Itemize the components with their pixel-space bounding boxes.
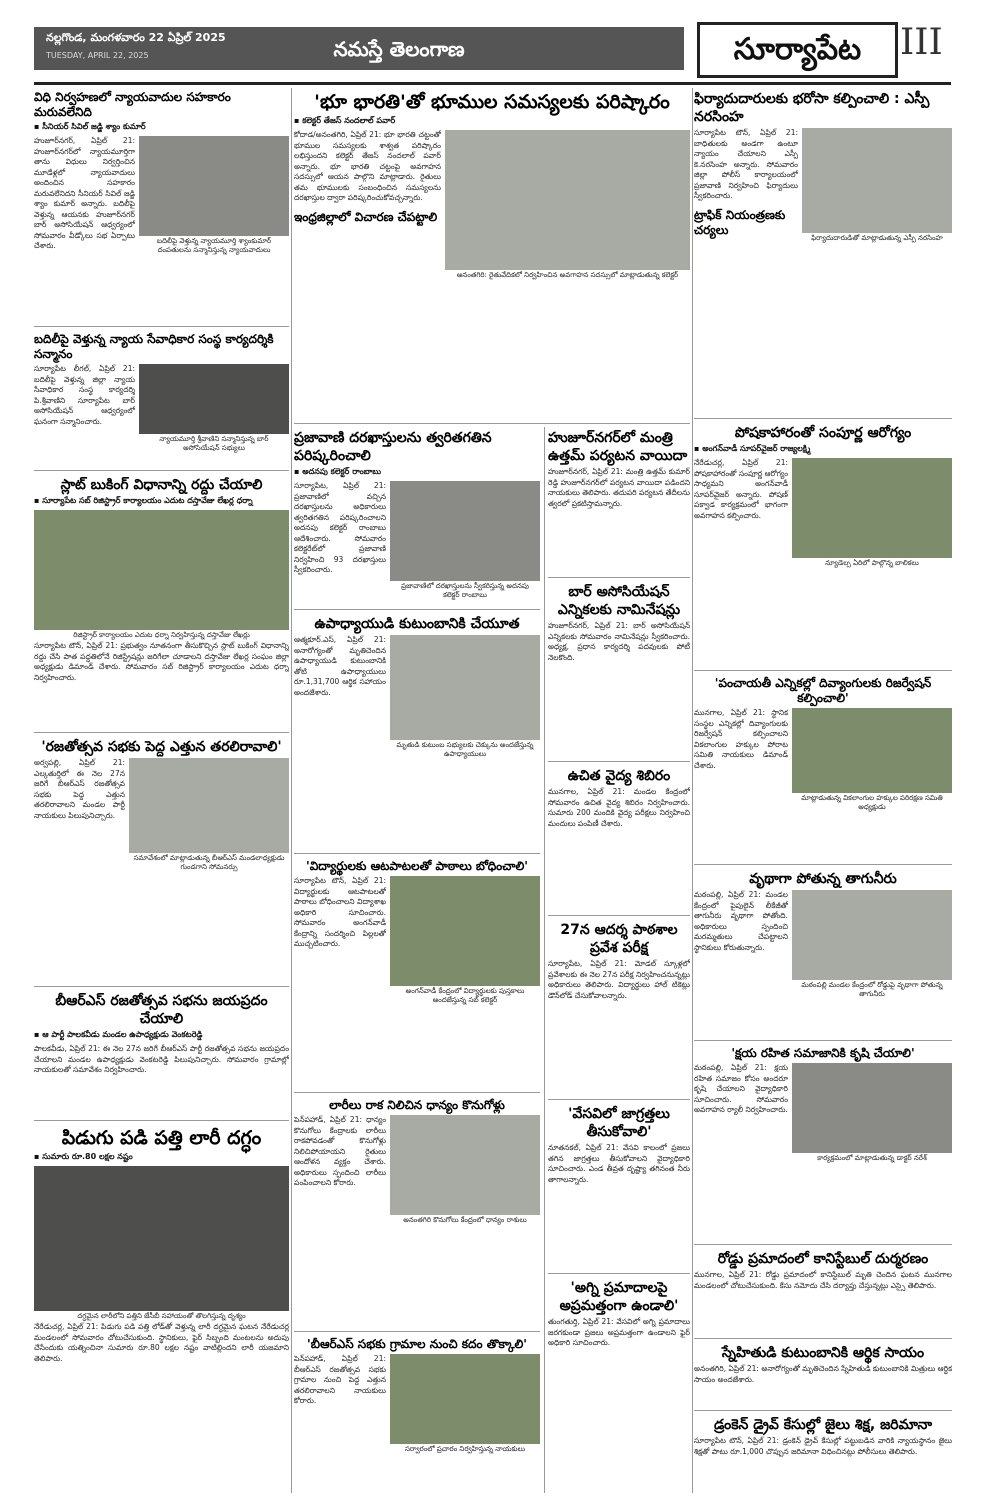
article-body: కోదాడ/అనంతగిరి, ఏప్రిల్ 21: భూ భారతి చట్టంతో భూముల సమస్యలకు శాశ్వత పరిష్కారం లభిస్తుందని కలెక్టర్ తేజస్ నందలాల్ పవార్ అన్నారు. భూ భారతి చట్టంపై అవగాహన సదస్సులో ఆయన పాల్గొని మాట్లాడారు. రైతులు తమ భూములకు సంబంధించిన సమస్యలను దరఖాస్తుల ద్వారా పరిష్కరించుకోవచ్చన్నారు. (294, 130, 441, 202)
article-headline: పోషకాహారంతో సంపూర్ణ ఆరోగ్యం (734, 425, 912, 441)
photo-caption: సర్వారంలో ప్రచారం నిర్వహిస్తున్న నాయకులు (404, 1445, 525, 1453)
photo-caption: ఫిర్యాదుదారుడితో మాట్లాడుతున్న ఎస్పీ నరసింహ (811, 234, 943, 242)
photo-caption: మాట్లాడుతున్న వికలాంగుల హక్కుల పరిరక్షణ సమితి అధ్యక్షుడు (801, 794, 943, 811)
article-body: సూర్యాపేట టౌన్, ఏప్రిల్ 21: ప్రభుత్వం నూతనంగా తీసుకొచ్చిన స్లాట్ బుకింగ్ విధానాన్ని రద్దు చేసి పాత పద్ధతిలోనే రిజిస్ట్రేషన్లు జరిగేలా చూడాలని దస్తావేజు లేఖర్ల సంఘం జిల్లా అధ్యక్షుడు డిమాండ్ చేశారు. సోమవారం సబ్ రిజిస్ట్రార్ కార్యాలయం ఎదుట ధర్నా నిర్వహించారు. (34, 641, 289, 682)
article (694, 1248, 952, 1339)
article (694, 868, 952, 1041)
article (694, 1044, 952, 1245)
article (294, 857, 540, 1093)
photo-caption: న్యాయమూర్తి శ్రీవాణిని సన్మానిస్తున్న బార్ అసోసియేషన్ సభ్యులు (159, 435, 269, 452)
photo-caption: ప్రజావాణిలో దరఖాస్తులను స్వీకరిస్తున్న అదనపు కలెక్టర్ రాంబాబు (401, 582, 529, 599)
article-body: హుజూర్‌నగర్, ఏప్రిల్ 21: మంత్రి ఉత్తమ్ కుమార్ రెడ్డి హుజూర్‌నగర్‌లో పర్యటన వాయిదా పడిందని నాయకులు తెలిపారు. తదుపరి పర్యటన తేదీలను త్వరలో ప్రకటిస్తామన్నారు. (548, 467, 690, 508)
article (694, 422, 952, 671)
article-byline: ▪ ఆ పార్టీ పాలకవీడు మండల ఉపాధ్యక్షుడు వెంకటరెడ్డి (34, 1030, 203, 1039)
news-photo (792, 458, 952, 558)
photo-block (792, 458, 952, 569)
article-body: మునగాల, ఏప్రిల్ 21: మండల కేంద్రంలో సోమవారం ఉచిత వైద్య శిబిరం నిర్వహించారు. సుమారు 200 మందికి వైద్య పరీక్షలు నిర్వహించి మందులు పంపిణీ చేశారు. (548, 787, 690, 828)
article-body: సూర్యాపేట, ఏప్రిల్ 21: ప్రజావాణిలో వచ్చిన దరఖాస్తులను అధికారులు త్వరితగతిన పరిష్కరించాలని అదనపు కలెక్టర్ రాంబాబు ఆదేశించారు. సోమవారం కలెక్టరేట్‌లో ప్రజావాణి నిర్వహించి 93 దరఖాస్తులు స్వీకరించారు. (294, 481, 386, 574)
news-photo (129, 758, 289, 853)
article-headline: 'భూ భారతి'తో భూముల సమస్యలకు పరిష్కారం (314, 91, 670, 113)
article-headline: 'అగ్ని ప్రమాదాలపై అప్రమత్తంగా ఉండాలి' (559, 1280, 679, 1314)
photo-caption: కార్యక్రమంలో మాట్లాడుతున్న డాక్టర్ నరేశ్ (817, 1154, 927, 1162)
masthead (0, 0, 981, 78)
article (294, 1096, 540, 1332)
date-telugu: నల్లగొండ, మంగళవారం 22 ఏప్రిల్ 2025 (46, 31, 226, 44)
article-headline: ఉపాధ్యాయుడి కుటుంబానికి చేయూత (314, 616, 520, 632)
article (548, 1277, 690, 1493)
article-body: సూర్యాపేట లీగల్, ఏప్రిల్ 21: బదిలీపై వెళ్తున్న జిల్లా న్యాయ సేవాధికార సంస్థ కార్యదర్శి పి.శ్రీవాణిని సూర్యాపేట బార్ అసోసియేషన్ ఆధ్వర్యంలో ఘనంగా సన్మానించారు. (34, 364, 135, 426)
article-body: మునగాల, ఏప్రిల్ 21: రోడ్డు ప్రమాదంలో కానిస్టేబుల్ మృతి చెందిన ఘటన మునగాల మండలంలో చోటుచేసుకుంది. కేసు నమోదు చేసి దర్యాప్తు చేస్తున్నట్లు ఎస్సై తెలిపారు. (694, 1270, 952, 1290)
photo-block (802, 128, 952, 244)
article (548, 919, 690, 1100)
news-photo (390, 1354, 540, 1444)
article (548, 765, 690, 916)
photo-caption: అనంతగిరి కొనుగోలు కేంద్రంలో ధాన్యం రాశులు (403, 1216, 527, 1224)
news-photo (390, 481, 540, 581)
photo-caption: బదిలీపై వెళ్తున్న న్యాయమూర్తి శ్యాంకుమార్ దంపతులను సన్మానిస్తున్న న్యాయవాదులు (156, 237, 272, 254)
news-photo (792, 1063, 952, 1153)
article-body: మునగాల, ఏప్రిల్ 21: స్థానిక సంస్థల ఎన్నికల్లో దివ్యాంగులకు రిజర్వేషన్ కల్పించాలని వికలాంగుల హక్కుల పోరాట సమితి నాయకులు డిమాండ్ చేశారు. (694, 708, 788, 770)
article-body: ఆత్మకూర్.ఎస్, ఏప్రిల్ 21: అనారోగ్యంతో మృతిచెందిన ఉపాధ్యాయుడి కుటుంబానికి తోటి ఉపాధ్యాయులు రూ.1,31,700 ఆర్థిక సహాయం అందజేశారు. (294, 635, 386, 697)
article-headline: రోడ్డు ప్రమాదంలో కానిస్టేబుల్ దుర్మరణం (717, 1251, 929, 1267)
article (34, 1124, 289, 1493)
photo-block (792, 1063, 952, 1164)
article-body: మఠంపల్లి, ఏప్రిల్ 21: మండల కేంద్రంలో పైపులైన్ లీకేజీతో తాగునీరు వృథాగా పోతోంది. అధికారులు స్పందించి మరమ్మతులు చేపట్టాలని స్థానికులు కోరుతున్నారు. (694, 890, 788, 952)
news-photo (792, 890, 952, 980)
top-rule (34, 82, 951, 85)
article-byline: ▪ అదనపు కలెక్టర్ రాంబాబు (294, 467, 382, 476)
article-body: సూర్యాపేట టౌన్, ఏప్రిల్ 21: డ్రంకెన్ డ్రైవ్ కేసుల్లో పట్టుబడిన వారికి న్యాయస్థానం జైలు శిక్షతో పాటు రూ.1,000 చొప్పున జరిమానా విధించినట్లు పోలీసులు తెలిపారు. (694, 1436, 952, 1456)
article (548, 1103, 690, 1274)
article-byline: ▪ సూర్యాపేట సబ్ రిజిస్ట్రార్ కార్యాలయం ఎదుట దస్తావేజు లేఖర్ల ధర్నా (34, 496, 253, 505)
news-photo (390, 1115, 540, 1215)
article (694, 674, 952, 865)
center-subcolumn (294, 427, 540, 1493)
article-body: అర్వపల్లి, ఏప్రిల్ 21: ఎల్కతుర్తిలో ఈ నెల 27న జరిగే బీఆర్‌ఎస్ రజతోత్సవ సభకు పెద్ద ఎత్తున తరలిరావాలని మండల పార్టీ నాయకులు పిలుపునిచ్చారు. (34, 758, 125, 820)
news-photo (390, 635, 540, 740)
article (294, 427, 540, 610)
article-byline: ▪ సీనియర్ సివిల్ జడ్జి శ్యాం కుమార్ (34, 122, 146, 131)
column-divider (692, 88, 693, 1493)
article-headline: డ్రంకెన్ డ్రైవ్ కేసుల్లో జైలు శిక్ష, జరిమానా (713, 1417, 933, 1433)
article (34, 474, 289, 733)
article (548, 427, 690, 578)
article-byline: ▪ అంగన్‌వాడీ సూపర్‌వైజర్ రాజ్యలక్ష్మి (694, 444, 811, 453)
lead-article (294, 88, 690, 424)
photo-caption: అనంతగిరి: రైతువేదికలో నిర్వహించిన అవగాహన సదస్సులో మాట్లాడుతున్న కలెక్టర్ (456, 271, 679, 279)
photo-block (139, 136, 289, 256)
news-photo (139, 364, 289, 434)
paper-name: నమస్తే తెలంగాణ (333, 37, 465, 61)
article-headline: 'బీఆర్‌ఎస్ సభకు గ్రామాల నుంచి కదం తొక్కాలి' (307, 1337, 527, 1351)
article-headline: హుజూర్‌నగర్‌లో మంత్రి ఉత్తమ్ పర్యటన వాయిదా (548, 430, 688, 464)
news-photo (34, 1166, 289, 1311)
article-body: నేరేడుచర్ల, ఏప్రిల్ 21: పోషకాహారంతో సంపూర్ణ ఆరోగ్యం సాధ్యమని అంగన్‌వాడీ సూపర్‌వైజర్ అన్నారు. పోషణ్ పక్వాడ కార్యక్రమంలో భాగంగా అవగాహన కల్పించారు. (694, 458, 789, 520)
photo-block (390, 481, 540, 601)
photo-caption: అంగన్‌వాడీ కేంద్రంలో విద్యార్థులకు పుస్తకాలు అందజేస్తున్న సబ్ కలెక్టర్ (405, 987, 525, 1004)
article-body: హుజూర్‌నగర్, ఏప్రిల్ 21: బార్ అసోసియేషన్ ఎన్నికలకు సోమవారం నామినేషన్లు స్వీకరించారు. అధ్యక్ష, ప్రధాన కార్యదర్శి పదవులకు పోటీ నెలకొంది. (548, 621, 690, 662)
article-headline: ఉచిత వైద్య శిబిరం (567, 768, 671, 784)
photo-block (390, 876, 540, 1006)
article (694, 1342, 952, 1411)
article (694, 88, 952, 419)
article-body: సూర్యాపేట టౌన్, ఏప్రిల్ 21: విద్యార్థులకు ఆటపాటలతో పాఠాలు బోధించాలని విద్యాశాఖ అధికారి సూచించారు. సోమవారం అంగన్‌వాడీ కేంద్రాన్ని సందర్శించి పిల్లలతో ముచ్చటించారు. (294, 876, 386, 948)
date-english: TUESDAY, APRIL 22, 2025 (46, 51, 149, 60)
article (34, 990, 289, 1121)
article-headline: బదిలీపై వెళ్తున్న న్యాయ సేవాధికార సంస్థ కార్యదర్శికి సన్మానం (34, 332, 274, 361)
news-photo (34, 510, 289, 630)
article-body: పెన్‌పహాడ్, ఏప్రిల్ 21: ధాన్యం కొనుగోలు కేంద్రాలకు లారీలు రాకపోవడంతో కొనుగోళ్లు నిలిచిపోయాయని రైతులు ఆందోళన వ్యక్తం చేశారు. అధికారులు స్పందించి లారీలు పంపించాలని కోరారు. (294, 1115, 386, 1187)
photo-caption: సమావేశంలో మాట్లాడుతున్న బీఆర్‌ఎస్ మండలాధ్యక్షుడు గుండగాని సోమనర్సు (133, 854, 285, 871)
article-byline: ▪ కలెక్టర్ తేజస్ నందలాల్ పవార్ (294, 116, 396, 125)
photo-block (390, 635, 540, 760)
article-headline: 27న ఆదర్శ పాఠశాల ప్రవేశ పరీక్ష (560, 922, 678, 956)
news-photo (139, 136, 289, 236)
article (694, 1414, 952, 1493)
photo-block (445, 130, 690, 281)
subcolumn-divider (544, 427, 545, 1493)
article (34, 736, 289, 987)
article-body: నూతనకల్, ఏప్రిల్ 21: వేసవి కాలంలో ప్రజలు తగిన జాగ్రత్తలు తీసుకోవాలని వైద్యాధికారి సూచించారు. ఎండ తీవ్రత దృష్ట్యా తగినంత నీరు తాగాలన్నారు. (548, 1143, 690, 1184)
article (294, 1335, 540, 1493)
article-headline: పిడుగు పడి పత్తి లారీ దగ్ధం (61, 1127, 262, 1149)
photo-block (129, 758, 289, 873)
article-body: హుజూర్‌నగర్, ఏప్రిల్ 21: హుజూర్‌నగర్‌లో న్యాయమూర్తిగా తాను విధులు నిర్వర్తించిన మూడేళ్లలో న్యాయవాదులు అందించిన సహకారం మరువలేనిదని సీనియర్ సివిల్ జడ్జి శ్యాం కుమార్ అన్నారు. బదిలీపై వెళ్తున్న ఆయనకు హుజూర్‌నగర్ బార్ అసోసియేషన్ ఆధ్వర్యంలో సోమవారం వీడ్కోలు సభ ఏర్పాటు చేశారు. (34, 136, 135, 250)
article-body: నేరేడుచర్ల, ఏప్రిల్ 21: పిడుగు పడి పత్తి లోడ్‌తో వెళ్తున్న లారీ దగ్ధమైన ఘటన నేరేడుచర్ల మండలంలో సోమవారం చోటుచేసుకుంది. స్థానికులు, ఫైర్ సిబ్బంది మంటలను అదుపు చేసేందుకు యత్నించినా సుమారు రూ.80 లక్షల నష్టం వాటిల్లిందని లారీ యజమాని తెలిపారు. (34, 1322, 289, 1363)
masthead-band (34, 27, 684, 70)
photo-caption: న్యూడెల్స ఏరిలో పాల్గొన్న బాలికలు (825, 559, 919, 567)
article-byline: ▪ సుమారు రూ.80 లక్షల నష్టం (34, 1152, 133, 1161)
news-photo (792, 708, 952, 793)
article-headline: 'వేసవిలో జాగ్రత్తలు తీసుకోవాలి' (568, 1106, 670, 1140)
article-body: సూర్యాపేట, ఏప్రిల్ 21: మోడల్ స్కూళ్లలో ప్రవేశాలకు ఈ నెల 27న పరీక్ష నిర్వహించనున్నట్లు అధికారులు తెలిపారు. విద్యార్థులు హాల్ టికెట్లు డౌన్‌లోడ్ చేసుకోవాలన్నారు. (548, 959, 690, 1000)
photo-block (792, 708, 952, 813)
article-headline: 'క్షయ రహిత సమాజానికి కృషి చేయాలి' (731, 1046, 915, 1060)
article-headline: 'విద్యార్థులకు ఆటపాటలతో పాఠాలు బోధించాలి' (306, 859, 528, 873)
news-photo (390, 876, 540, 986)
column-right (694, 88, 952, 1493)
article-subhead: ఇంధ్రజిల్లాలో విచారణ చేపట్టాలి (294, 209, 438, 224)
article-headline: 'రజతోత్సవ సభకు పెద్ద ఎత్తున తరలిరావాలి' (41, 739, 282, 755)
photo-caption: దగ్ధమైన లారీలోని పత్తిని జేసీబీ సహాయంతో తొలగిస్తున్న దృశ్యం (77, 1312, 246, 1320)
article (34, 330, 289, 471)
photo-block (139, 364, 289, 454)
photo-block (390, 1354, 540, 1455)
article-headline: బార్ అసోసియేషన్ ఎన్నికలకు నామినేషన్లు (557, 584, 681, 618)
article-subhead: ట్రాఫిక్ నియంత్రణకు చర్యలు (694, 207, 786, 237)
news-photo (445, 130, 690, 270)
article-headline: ప్రజావాణి దరఖాస్తులను త్వరితగతిన పరిష్కరించాలి (294, 430, 492, 464)
page-number: III (900, 22, 943, 63)
article-body: పాలకవీడు, ఏప్రిల్ 21: ఈ నెల 27న జరిగే బీఆర్‌ఎస్ పార్టీ రజతోత్సవ సభను జయప్రదం చేయాలని మండల ఉపాధ్యక్షుడు వెంకటరెడ్డి పిలుపునిచ్చారు. సోమవారం గ్రామాల్లో నాయకులతో సమావేశం నిర్వహించారు. (34, 1044, 289, 1074)
article-body: అనంతగిరి, ఏప్రిల్ 21: అనారోగ్యంతో మృతిచెందిన స్నేహితుడి కుటుంబానికి మిత్రులు ఆర్థిక సాయం అందజేశారు. (694, 1364, 952, 1384)
news-photo (802, 128, 952, 233)
article-headline: స్నేహితుడి కుటుంబానికి ఆర్థిక సాయం (721, 1345, 925, 1361)
photo-block (390, 1115, 540, 1226)
article-headline: స్లాట్ బుకింగ్ విధానాన్ని రద్దు చేయాలి (60, 477, 263, 493)
article-body: తుంగతుర్తి, ఏప్రిల్ 21: వేసవిలో అగ్ని ప్రమాదాలు జరగకుండా ప్రజలు అప్రమత్తంగా ఉండాలని ఫైర్ అధికారి సూచించారు. (548, 1317, 690, 1347)
photo-caption: మఠంపల్లి మండల కేంద్రంలో రోడ్డుపై వృథాగా పోతున్న తాగునీరు (801, 981, 943, 998)
article-headline: 'పంచాయతీ ఎన్నికల్లో దివ్యాంగులకు రిజర్వేషన్ కల్పించాలి' (714, 676, 932, 705)
article-headline: బీఆర్‌ఎస్ రజతోత్సవ సభను జయప్రదం చేయాలి (55, 993, 268, 1027)
article-body: మఠంపల్లి, ఏప్రిల్ 21: క్షయ రహిత సమాజం కోసం అందరూ కృషి చేయాలని వైద్యాధికారి సూచించారు. సోమవారం అవగాహన ర్యాలీ నిర్వహించారు. (694, 1063, 788, 1114)
article (548, 581, 690, 762)
article-headline: విధి నిర్వహణలో న్యాయవాదుల సహకారం మరువలేనిది (34, 90, 231, 119)
column-left (34, 88, 289, 1493)
center-narrow-column (548, 427, 690, 1493)
photo-block (792, 890, 952, 1000)
article (34, 88, 289, 327)
photo-caption: మృతుడి కుటుంబ సభ్యులకు చెక్కును అందజేస్తున్న ఉపాధ్యాయులు (396, 741, 534, 758)
column-divider (291, 88, 292, 1493)
article-body: పెన్‌పహాడ్, ఏప్రిల్ 21: బీఆర్‌ఎస్ రజతోత్సవ సభకు గ్రామాల నుంచి పెద్ద ఎత్తున తరలిరావాలని నాయకులు కోరారు. (294, 1354, 386, 1405)
article-headline: లారీలు రాక నిలిచిన ధాన్యం కొనుగోళ్లు (329, 1098, 505, 1112)
photo-caption: రిజిస్ట్రార్ కార్యాలయం ఎదుట ధర్నా నిర్వహిస్తున్న దస్తావేజు లేఖర్లు (73, 631, 250, 639)
article-body: సూర్యాపేట టౌన్, ఏప్రిల్ 21: బాధితులకు అండగా ఉంటూ న్యాయం చేయాలని ఎస్పీ కె.నరసింహ అన్నారు. సోమవారం జిల్లా పోలీస్ కార్యాలయంలో ప్రజావాణి నిర్వహించి ఫిర్యాదులు స్వీకరించారు. (694, 128, 798, 200)
article-headline: వృథాగా పోతున్న తాగునీరు (749, 871, 897, 887)
article-headline: ఫిర్యాదుదారులకు భరోసా కల్పించాలి : ఎస్పీ నరసింహ (694, 91, 930, 125)
article (294, 613, 540, 854)
edition-title: సూర్యాపేట (697, 22, 898, 78)
column-center (294, 88, 690, 1493)
